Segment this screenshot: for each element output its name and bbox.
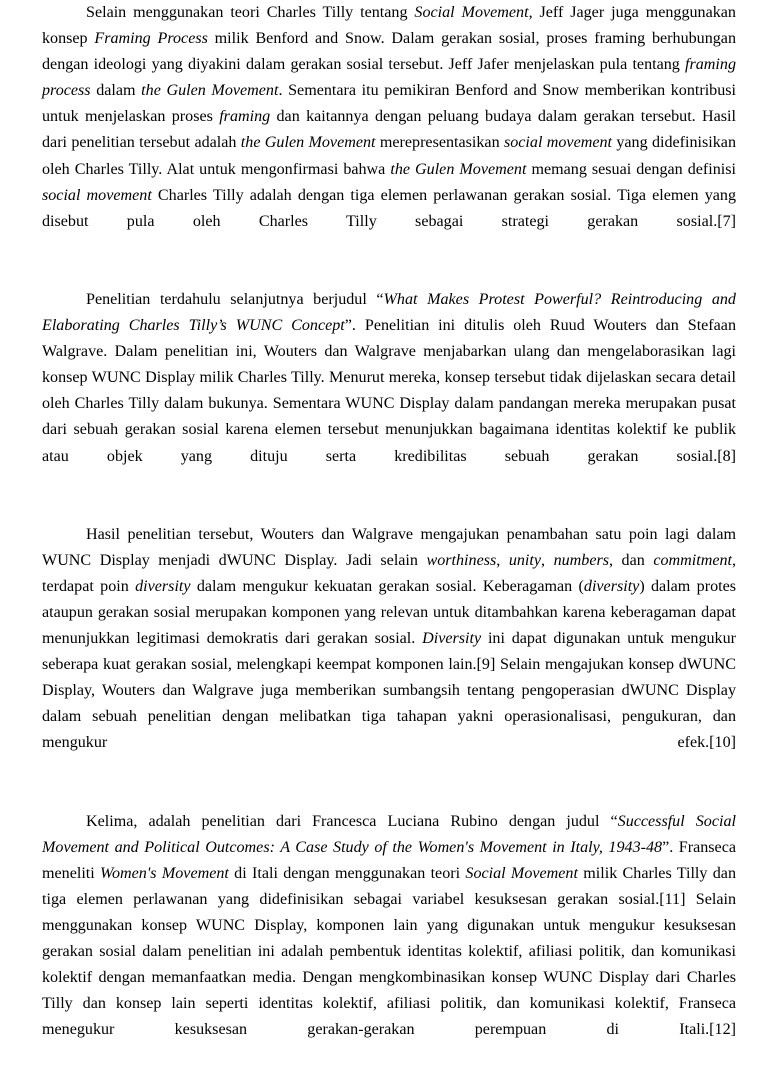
italic-run: What Makes Protest Powerful? Reintroducing and Elaborating Charles Tilly’s WUNC Concept: [42, 290, 736, 335]
italic-run: social movement: [503, 134, 612, 152]
italic-run: the Gulen Movement: [390, 160, 527, 178]
italic-run: framing: [219, 108, 271, 126]
paragraph: Hasil penelitian tersebut, Wouters dan Walgrave mengajukan penambahan satu poin lagi dalam WUNC Display menjadi dWUNC Display. Jadi selain worthiness, unity, numbers, dan commitment, terdapat poin diversity dalam mengukur kekuatan gerakan sosial. Keberagaman (diversity) dalam protes ataupun gerakan sosial merupakan komponen yang relevan untuk ditambahkan karena keberagaman dapat menunjukkan legitimasi demokratis dari gerakan sosial. Diversity ini dapat digunakan untuk mengukur seberapa kuat gerakan sosial, melengkapi keempat komponen lain.[9] Selain mengajukan konsep dWUNC Display, Wouters dan Walgrave juga memberikan sumbangsih tentang pengoperasian dWUNC Display dalam sebuah penelitian dengan melibatkan tiga tahapan yakni operasionalisasi, pengukuran, dan mengukur efek.[10]: [42, 525, 737, 752]
italic-run: Diversity: [422, 630, 482, 648]
italic-run: Successful Social Movement and Political Outcomes: A Case Study of the Women's Movement in Italy, 1943-48: [42, 812, 736, 856]
body-text-column: [42, 0, 736, 1070]
italic-run: worthiness: [426, 551, 497, 569]
italic-run: Social Movement: [414, 4, 529, 21]
italic-run: commitment: [653, 551, 732, 569]
italic-run: unity: [508, 551, 541, 569]
paragraph: Penelitian terdahulu selanjutnya berjudul “What Makes Protest Powerful? Reintroducing and Elaborating Charles Tilly’s WUNC Concept”. Penelitian ini ditulis oleh Ruud Wouters dan Stefaan Walgrave. Dalam penelitian ini, Wouters dan Walgrave menjabarkan ulang dan mengelaborasikan lagi konsep WUNC Display milik Charles Tilly. Menurut mereka, konsep tersebut tidak dijelaskan secara detail oleh Charles Tilly dalam bukunya. Sementara WUNC Display dalam pandangan mereka merupakan pusat dari sebuah gerakan sosial karena elemen tersebut menunjukkan bagaimana identitas kolektif ke publik atau objek yang dituju serta kredibilitas sebuah gerakan sosial.[8]: [42, 290, 736, 465]
italic-run: the Gulen Movement: [141, 82, 279, 100]
italic-run: Framing Process: [94, 30, 208, 48]
italic-run: the Gulen Movement: [240, 134, 376, 152]
italic-run: framing process: [42, 56, 736, 100]
italic-run: Social Movement: [465, 864, 578, 882]
italic-run: numbers: [553, 551, 609, 569]
paragraph: Selain menggunakan teori Charles Tilly tentang Social Movement, Jeff Jager juga menggunakan konsep Framing Process milik Benford and Snow. Dalam gerakan sosial, proses framing berhubungan dengan ideologi yang diyakini dalam gerakan sosial tersebut. Jeff Jafer menjelaskan pula tentang framing process dalam the Gulen Movement. Sementara itu pemikiran Benford and Snow memberikan kontribusi untuk menjelaskan proses framing dan kaitannya dengan peluang budaya dalam gerakan tersebut. Hasil dari penelitian tersebut adalah the Gulen Movement merepresentasikan social movement yang didefinisikan oleh Charles Tilly. Alat untuk mengonfirmasi bahwa the Gulen Movement memang sesuai dengan definisi social movement Charles Tilly adalah dengan tiga elemen perlawanan gerakan sosial. Tiga elemen yang disebut pula oleh Charles Tilly sebagai strategi gerakan sosial.[7]: [42, 4, 737, 230]
italic-run: diversity: [583, 577, 640, 595]
italic-run: social movement: [42, 186, 152, 204]
italic-run: Women's Movement: [100, 864, 229, 882]
paragraph: Kelima, adalah penelitian dari Francesca Luciana Rubino dengan judul “Successful Social Movement and Political Outcomes: A Case Study of the Women's Movement in Italy, 1943-48”. Franseca meneliti Women's Movement di Itali dengan menggunakan teori Social Movement milik Charles Tilly dan tiga elemen perlawanan yang didefinisikan sebagai variabel kesuksesan gerakan sosial.[11] Selain menggunakan konsep WUNC Display, komponen lain yang digunakan untuk mengukur kesuksesan gerakan sosial dalam penelitian ini adalah pembentuk identitas kolektif, afiliasi politik, dan komunikasi kolektif dengan memanfaatkan media. Dengan mengkombinasikan konsep WUNC Display dari Charles Tilly dan konsep lain seperti identitas kolektif, afiliasi politik, dan komunikasi kolektif, Franseca menegukur kesuksesan gerakan-gerakan perempuan di Itali.[12]: [42, 812, 736, 1039]
italic-run: diversity: [135, 577, 191, 595]
